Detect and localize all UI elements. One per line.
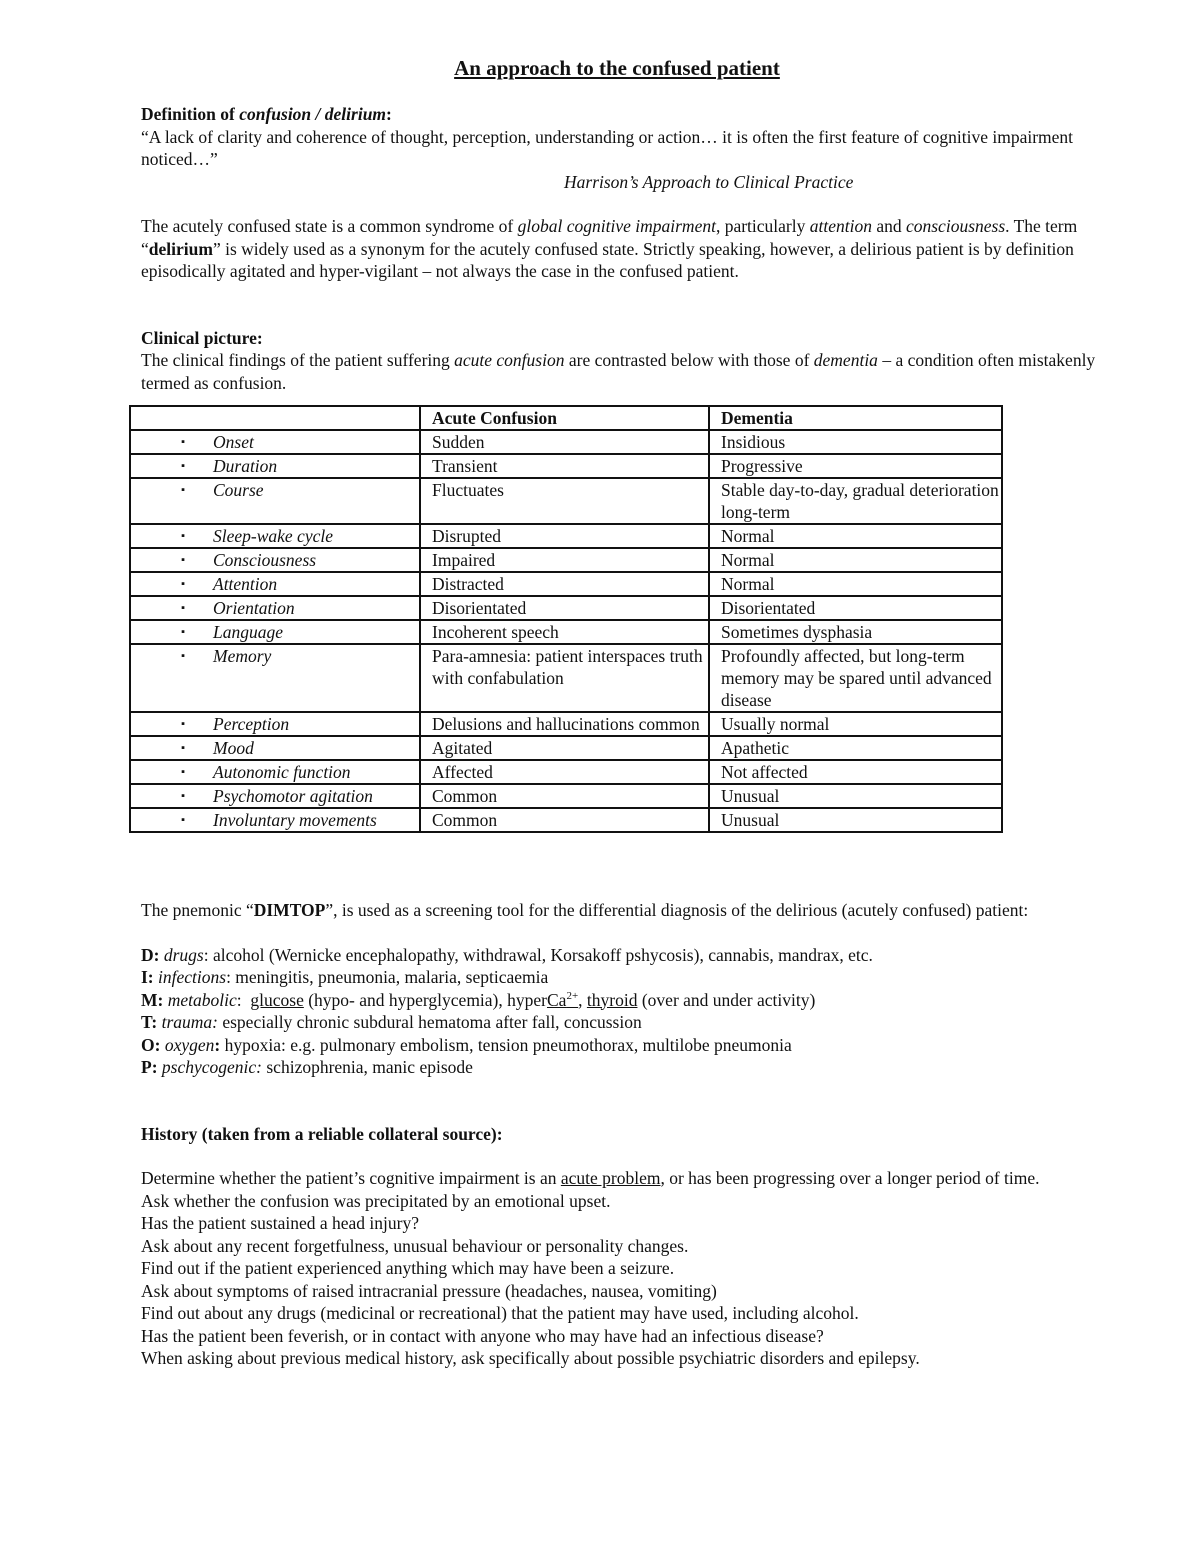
clinical-paragraph: [141, 349, 1101, 394]
acute-cell: Disrupted: [420, 524, 709, 548]
bullet-icon: ▪: [181, 626, 185, 638]
acute-cell: Affected: [420, 760, 709, 784]
feature-cell: [130, 596, 420, 620]
bullet-icon: ▪: [181, 766, 185, 778]
feature-label: Course: [213, 480, 264, 500]
bullet-icon: ▪: [181, 578, 185, 590]
table-row: [130, 760, 1002, 784]
clinical-italic: dementia: [813, 350, 878, 370]
dimtop-text: schizophrenia, manic episode: [262, 1057, 473, 1077]
dimtop-line-i: [141, 966, 1101, 989]
table-header-row: [130, 406, 1002, 430]
document-page: [141, 55, 1101, 1370]
dimtop-letter: M:: [141, 989, 164, 1010]
dementia-cell: Usually normal: [709, 712, 1002, 736]
dementia-cell: Profoundly affected, but long-term memory may be spared until advanced disease: [709, 644, 1002, 712]
bullet-icon: ▪: [181, 814, 185, 826]
table-row: [130, 548, 1002, 572]
intro-text: . The term “: [141, 216, 1078, 259]
acute-cell: Incoherent speech: [420, 620, 709, 644]
feature-cell: [130, 808, 420, 832]
acute-cell: Agitated: [420, 736, 709, 760]
intro-paragraph: [141, 215, 1101, 283]
feature-cell: [130, 430, 420, 454]
dimtop-underlined-term: thyroid: [586, 989, 638, 1010]
dimtop-line-o: [141, 1034, 1101, 1057]
dementia-cell: Not affected: [709, 760, 1002, 784]
acute-cell: Impaired: [420, 548, 709, 572]
feature-cell: [130, 644, 420, 712]
dimtop-underlined-term: glucose: [250, 989, 304, 1010]
dimtop-line-m: [141, 989, 1101, 1012]
intro-bold-term: delirium: [148, 238, 213, 259]
bullet-icon: ▪: [181, 530, 185, 542]
dementia-cell: Normal: [709, 548, 1002, 572]
intro-italic: attention: [809, 216, 872, 236]
dementia-cell: Unusual: [709, 784, 1002, 808]
history-line: Has the patient been feverish, or in contact with anyone who may have had an infectious disease?: [141, 1325, 824, 1346]
dimtop-intro: [141, 899, 1101, 922]
bullet-icon: ▪: [181, 484, 185, 496]
header-cell-acute: Acute Confusion: [420, 406, 709, 430]
bullet-icon: ▪: [181, 742, 185, 754]
dimtop-superscript: 2+: [566, 989, 579, 1002]
table-row: [130, 572, 1002, 596]
clinical-text: – a condition often mistakenly termed as confusion.: [141, 350, 1096, 393]
dimtop-category: metabolic: [167, 989, 237, 1010]
dimtop-intro-text: ”, is used as a screening tool for the differential diagnosis of the delirious (acutely confused) patient:: [325, 900, 1029, 920]
feature-label: Mood: [213, 738, 254, 758]
acute-cell: Disorientated: [420, 596, 709, 620]
history-line: Has the patient sustained a head injury?: [141, 1213, 419, 1233]
comparison-table: [129, 405, 1003, 833]
dimtop-line-t: [141, 1011, 1101, 1034]
dimtop-calcium: Ca: [546, 989, 567, 1010]
dimtop-letter: O:: [141, 1034, 161, 1055]
feature-cell: [130, 548, 420, 572]
dementia-cell: Normal: [709, 524, 1002, 548]
clinical-heading: Clinical picture:: [141, 327, 263, 348]
table-row: [130, 524, 1002, 548]
header-cell-feature: [130, 406, 420, 430]
acute-cell: Distracted: [420, 572, 709, 596]
definition-quote: “A lack of clarity and coherence of thought, perception, understanding or action… it is often the first feature of cognitive impairment noticed…”: [141, 126, 1074, 169]
definition-heading: [141, 103, 1101, 126]
dementia-cell: Stable day-to-day, gradual deterioration long-term: [709, 478, 1002, 524]
bullet-icon: ▪: [181, 718, 185, 730]
history-line: When asking about previous medical history, ask specifically about possible psychiatric disorders and epilepsy.: [141, 1348, 920, 1368]
acute-cell: Sudden: [420, 430, 709, 454]
table-row: [130, 454, 1002, 478]
feature-label: Onset: [213, 432, 254, 452]
feature-label: Perception: [213, 714, 290, 734]
dimtop-text: :: [236, 989, 251, 1010]
definition-heading-colon: :: [386, 104, 392, 124]
feature-label: Orientation: [213, 598, 295, 618]
dementia-cell: Unusual: [709, 808, 1002, 832]
dimtop-text: (hypo- and hyperglycemia), hyper: [303, 989, 547, 1010]
feature-cell: [130, 736, 420, 760]
dimtop-line-p: [141, 1056, 1101, 1079]
feature-label: Involuntary movements: [213, 810, 377, 830]
dimtop-underlined-term: [547, 990, 578, 1010]
clinical-text: The clinical findings of the patient suffering: [141, 350, 455, 370]
table-body: [130, 430, 1002, 832]
feature-label: Sleep-wake cycle: [213, 526, 333, 546]
history-underlined-term: acute problem: [560, 1168, 661, 1188]
definition-heading-prefix: Definition of: [141, 104, 240, 124]
bullet-icon: ▪: [181, 790, 185, 802]
bullet-icon: ▪: [181, 650, 185, 662]
history-section: [141, 1123, 1101, 1370]
definition-attribution: Harrison’s Approach to Clinical Practice: [564, 171, 854, 192]
feature-cell: [130, 454, 420, 478]
feature-label: Language: [213, 622, 283, 642]
bullet-icon: ▪: [181, 436, 185, 448]
intro-text: The acutely confused state is a common syndrome of: [141, 216, 518, 236]
intro-italic: global cognitive impairment: [517, 216, 716, 236]
definition-section: [141, 103, 1101, 193]
dementia-cell: Apathetic: [709, 736, 1002, 760]
feature-cell: [130, 784, 420, 808]
table-row: [130, 478, 1002, 524]
feature-cell: [130, 572, 420, 596]
clinical-italic: acute confusion: [454, 350, 565, 370]
dimtop-category: infections: [158, 967, 227, 987]
dimtop-text: : meningitis, pneumonia, malaria, septicaemia: [226, 967, 549, 987]
intro-text: , particularly: [715, 216, 810, 236]
feature-cell: [130, 478, 420, 524]
dementia-cell: Normal: [709, 572, 1002, 596]
dimtop-category: drugs: [163, 944, 204, 965]
acute-cell: Para-amnesia: patient interspaces truth with confabulation: [420, 644, 709, 712]
feature-label: Consciousness: [213, 550, 317, 570]
definition-heading-term: confusion / delirium: [239, 104, 387, 124]
acute-cell: Fluctuates: [420, 478, 709, 524]
feature-cell: [130, 760, 420, 784]
dimtop-text: ,: [578, 989, 587, 1010]
dimtop-letter: I:: [141, 967, 154, 987]
history-line: Ask about symptoms of raised intracranial pressure (headaches, nausea, vomiting): [141, 1280, 717, 1301]
dimtop-letter: D:: [141, 944, 160, 965]
table-row: [130, 808, 1002, 832]
history-list: [141, 1190, 1101, 1370]
table-row: [130, 784, 1002, 808]
dimtop-letter: P:: [141, 1057, 158, 1077]
table-row: [130, 712, 1002, 736]
bullet-icon: ▪: [181, 554, 185, 566]
history-text: Determine whether the patient’s cognitive impairment is an: [141, 1168, 561, 1188]
feature-label: Psychomotor agitation: [213, 786, 373, 806]
feature-label: Memory: [213, 646, 272, 666]
feature-cell: [130, 524, 420, 548]
clinical-section: [141, 327, 1101, 834]
document-title: An approach to the confused patient: [454, 56, 780, 80]
dimtop-line-d: [141, 944, 1101, 967]
table-row: [130, 430, 1002, 454]
intro-text: ” is widely used as a synonym for the acutely confused state. Strictly speaking, however, a delirious patient is by definition episodically agitated and hyper-vigilant – not always the case in the confused patient.: [141, 238, 1074, 281]
history-line: Find out about any drugs (medicinal or recreational) that the patient may have used, including alcohol.: [141, 1303, 859, 1323]
dimtop-text: hypoxia: e.g. pulmonary embolism, tension pneumothorax, multilobe pneumonia: [220, 1034, 792, 1055]
dimtop-acronym: DIMTOP: [253, 900, 326, 920]
history-line: Ask whether the confusion was precipitated by an emotional upset.: [141, 1190, 611, 1211]
bullet-icon: ▪: [181, 460, 185, 472]
header-cell-dementia: Dementia: [709, 406, 1002, 430]
acute-cell: Transient: [420, 454, 709, 478]
acute-cell: Common: [420, 808, 709, 832]
dimtop-colon: :: [214, 1034, 221, 1055]
intro-text: and: [871, 216, 906, 236]
feature-label: Autonomic function: [213, 762, 351, 782]
dimtop-category: oxygen: [164, 1034, 215, 1055]
dimtop-intro-text: The pnemonic “: [141, 900, 254, 920]
history-line: Ask about any recent forgetfulness, unusual behaviour or personality changes.: [141, 1235, 689, 1256]
feature-cell: [130, 620, 420, 644]
history-line: [141, 1167, 1101, 1190]
dimtop-section: [141, 899, 1101, 1079]
history-heading: History (taken from a reliable collateral source):: [141, 1123, 503, 1144]
bullet-icon: ▪: [181, 602, 185, 614]
feature-label: Attention: [213, 574, 278, 594]
dimtop-text: : alcohol (Wernicke encephalopathy, withdrawal, Korsakoff pshycosis), cannabis, mandrax, etc.: [203, 944, 873, 965]
intro-italic: consciousness: [905, 216, 1006, 236]
feature-cell: [130, 712, 420, 736]
history-text: , or has been progressing over a longer period of time.: [660, 1168, 1040, 1188]
table-row: [130, 596, 1002, 620]
dementia-cell: Sometimes dysphasia: [709, 620, 1002, 644]
dimtop-category: trauma:: [161, 1012, 218, 1032]
acute-cell: Delusions and hallucinations common: [420, 712, 709, 736]
dementia-cell: Insidious: [709, 430, 1002, 454]
dementia-cell: Disorientated: [709, 596, 1002, 620]
history-line: Find out if the patient experienced anything which may have been a seizure.: [141, 1258, 675, 1278]
table-row: [130, 620, 1002, 644]
dimtop-letter: T:: [141, 1012, 158, 1032]
table-row: [130, 736, 1002, 760]
clinical-text: are contrasted below with those of: [564, 350, 814, 370]
dimtop-text: especially chronic subdural hematoma after fall, concussion: [217, 1012, 642, 1032]
dimtop-category: pschycogenic:: [161, 1057, 262, 1077]
acute-cell: Common: [420, 784, 709, 808]
dimtop-text: (over and under activity): [637, 989, 816, 1010]
feature-label: Duration: [213, 456, 278, 476]
table-row: [130, 644, 1002, 712]
dementia-cell: Progressive: [709, 454, 1002, 478]
